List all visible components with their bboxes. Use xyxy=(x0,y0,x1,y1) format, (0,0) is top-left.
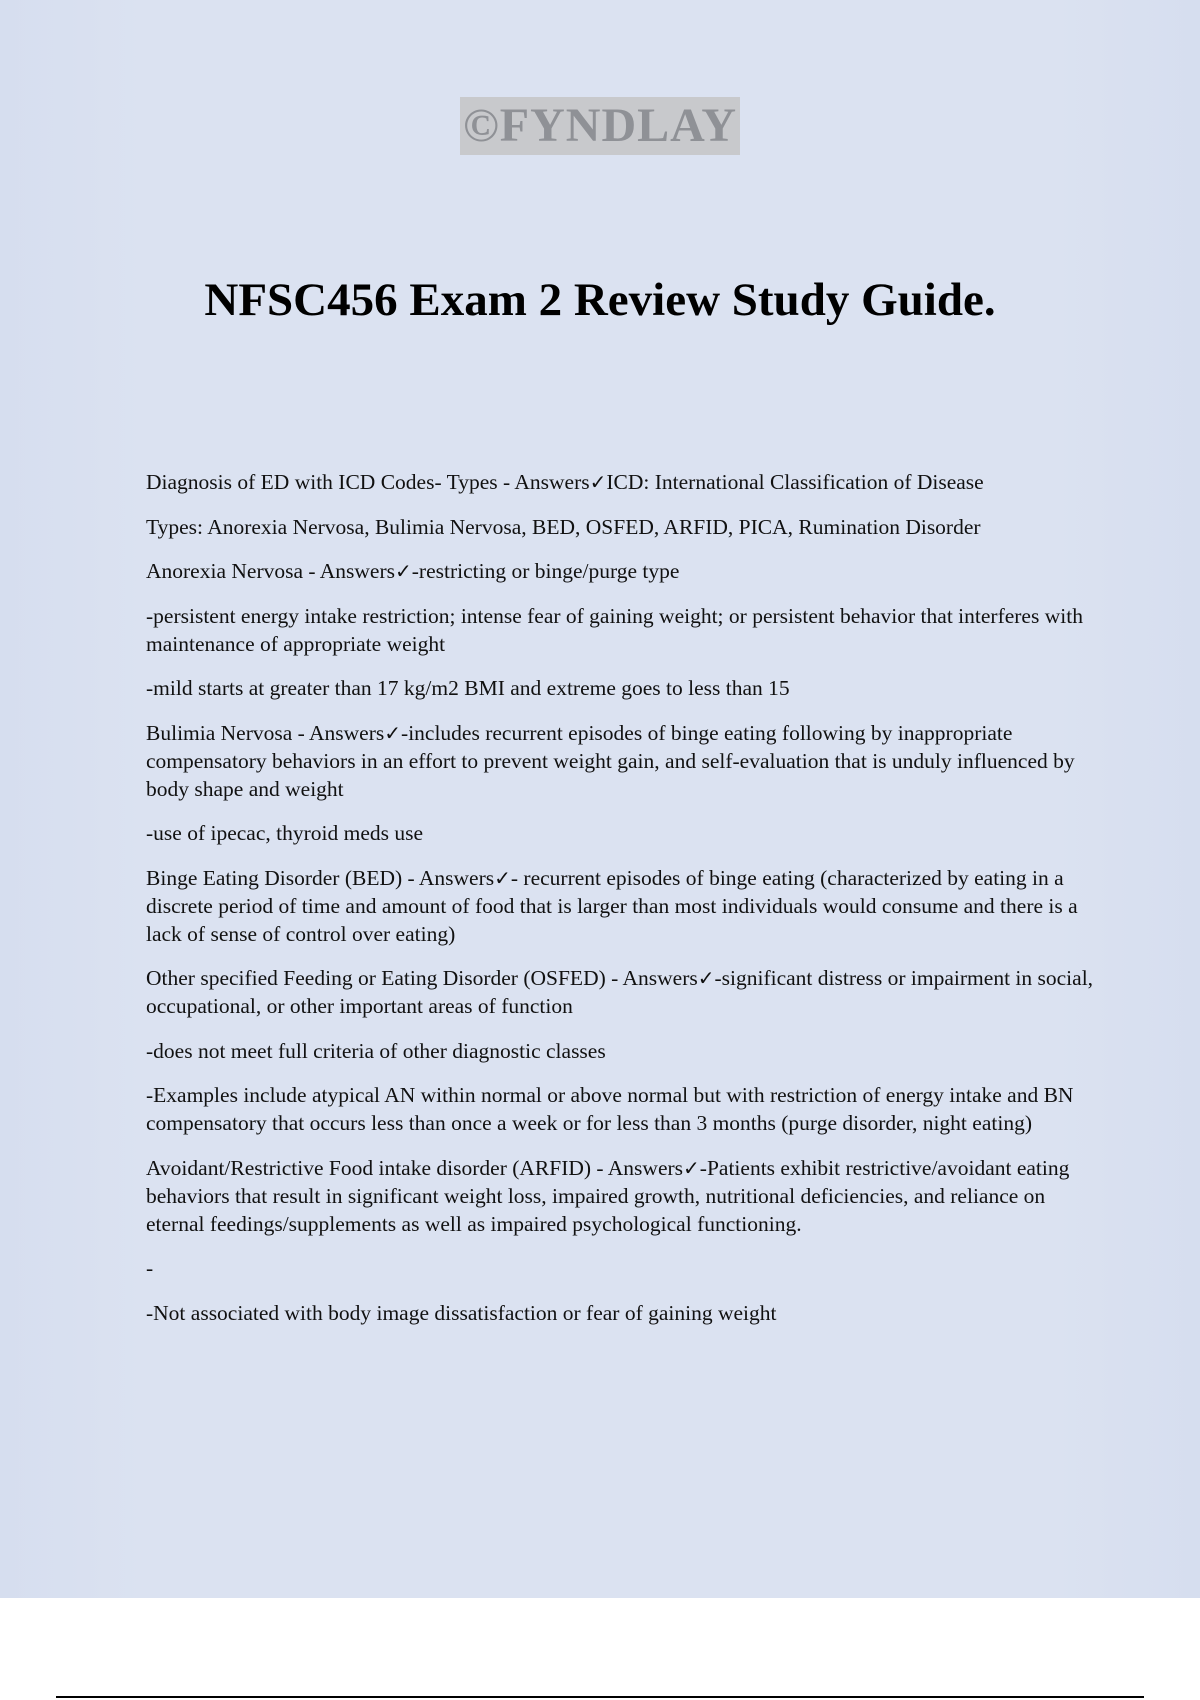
study-entry xyxy=(146,864,1096,948)
study-entry xyxy=(146,819,1096,847)
study-entry xyxy=(146,557,1096,585)
study-entry xyxy=(146,719,1096,803)
study-entry xyxy=(146,1299,1096,1327)
study-entry xyxy=(146,964,1096,1020)
footer-divider xyxy=(56,1696,1144,1698)
entry-question: Bulimia Nervosa - Answers xyxy=(146,720,385,745)
entry-question: -Not associated with body image dissatisfaction or fear of gaining weight xyxy=(146,1300,777,1325)
entry-question: -use of ipecac, thyroid meds use xyxy=(146,821,424,845)
entry-question: Anorexia Nervosa - Answers xyxy=(146,559,395,583)
checkmark-icon: ✓ xyxy=(384,720,402,745)
study-entry xyxy=(146,674,1096,702)
entry-question: Types: Anorexia Nervosa, Bulimia Nervosa, BED, OSFED, ARFID, PICA, Rumination Disorder xyxy=(146,514,981,539)
entry-question: -Examples include atypical AN within normal or above normal but with restriction of energy intake and BN compensatory that occurs less than once a week or for less than 3 months (purge disorder, night eating) xyxy=(146,1083,1074,1135)
checkmark-icon: ✓ xyxy=(494,865,511,890)
study-guide-body xyxy=(146,468,1096,1343)
entry-answer: -Patients exhibit restrictive/avoidant eating behaviors that result in significant weight loss, impaired growth, nutritional deficiencies, and reliance on eternal feedings/supplements as well as impaired psychological functioning. xyxy=(146,1155,1070,1236)
entry-answer: - recurrent episodes of binge eating (characterized by eating in a discrete period of time and amount of food that is larger than most individuals would consume and there is a lack of sense of control over eating) xyxy=(146,865,1078,946)
study-entry xyxy=(146,602,1096,658)
study-entry xyxy=(146,513,1096,541)
study-entry xyxy=(146,1037,1096,1065)
entry-question: Diagnosis of ED with ICD Codes- Types - Answers xyxy=(146,470,590,494)
entry-answer: -restricting or binge/purge type xyxy=(411,559,680,583)
entry-answer: -significant distress or impairment in social, occupational, or other important areas of function xyxy=(146,966,1094,1018)
entry-question: Avoidant/Restrictive Food intake disorder (ARFID) - Answers xyxy=(146,1155,684,1180)
entry-question: -does not meet full criteria of other diagnostic classes xyxy=(146,1038,606,1063)
entry-question: Other specified Feeding or Eating Disorder (OSFED) - Answers xyxy=(146,966,698,990)
study-entry xyxy=(146,1154,1096,1238)
study-entry xyxy=(146,1254,1096,1282)
entry-question: - xyxy=(146,1256,154,1280)
entry-answer: ICD: International Classification of Disease xyxy=(606,470,984,494)
entry-question: -mild starts at greater than 17 kg/m2 BMI and extreme goes to less than 15 xyxy=(146,676,790,700)
document-title: NFSC456 Exam 2 Review Study Guide. xyxy=(204,274,996,326)
watermark: ©FYNDLAY xyxy=(460,97,740,155)
study-entry xyxy=(146,468,1096,496)
checkmark-icon: ✓ xyxy=(683,1155,700,1180)
checkmark-icon: ✓ xyxy=(394,559,412,583)
checkmark-icon: ✓ xyxy=(697,966,715,990)
entry-question: -persistent energy intake restriction; intense fear of gaining weight; or persistent behavior that interferes with maintenance of appropriate weight xyxy=(146,603,1083,656)
checkmark-icon: ✓ xyxy=(589,470,607,494)
entry-answer: -includes recurrent episodes of binge eating following by inappropriate compensatory behaviors in an effort to prevent weight gain, and self-evaluation that is unduly influenced by body shape and weight xyxy=(146,720,1075,801)
study-entry xyxy=(146,1081,1096,1137)
entry-question: Binge Eating Disorder (BED) - Answers xyxy=(146,865,495,890)
watermark-container xyxy=(0,97,1200,155)
